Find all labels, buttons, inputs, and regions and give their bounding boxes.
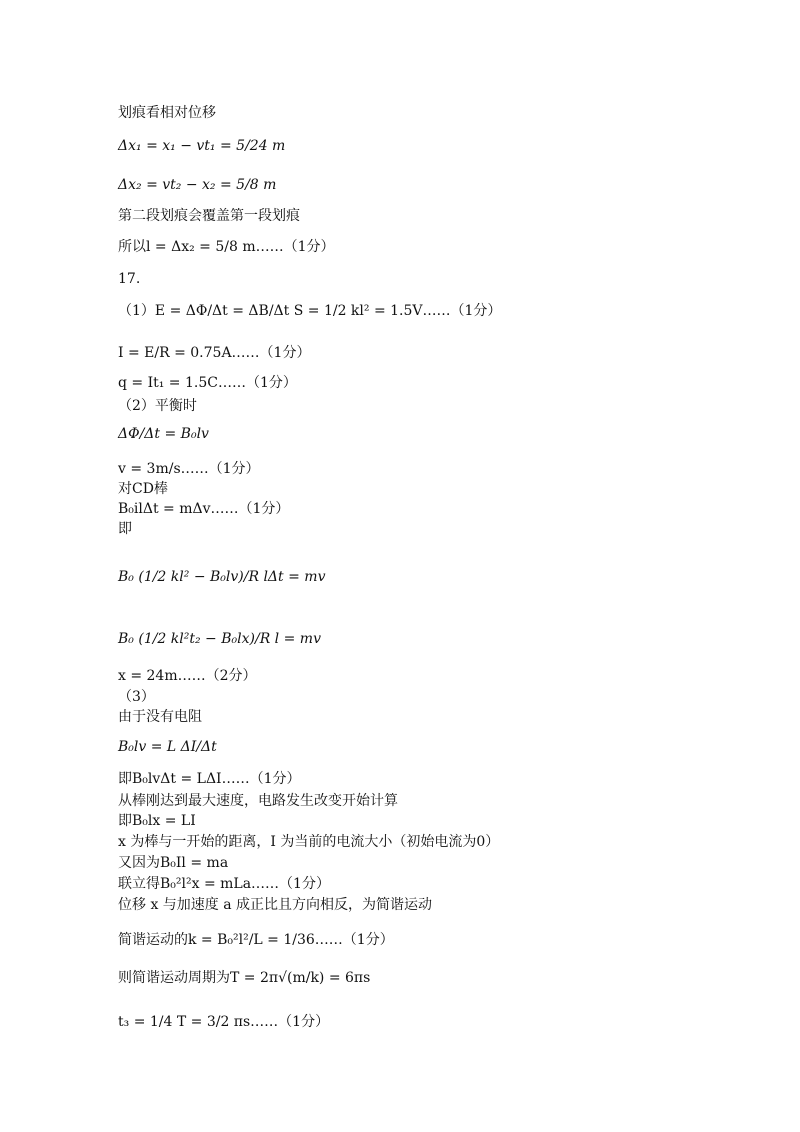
line-text: （2）平衡时 [118, 398, 197, 414]
line-text: t₃ = 1/4 T = 3/2 πs……（1分） [118, 1014, 330, 1030]
equation-line [118, 344, 310, 362]
line-text: I = E/R = 0.75A……（1分） [118, 345, 311, 361]
line-text: ΔΦ/Δt = B₀lv [118, 426, 209, 442]
equation-line [118, 667, 257, 685]
line-text: 对CD棒 [118, 481, 168, 497]
line-text: 位移 x 与加速度 a 成正比且方向相反，为简谐运动 [118, 897, 433, 913]
line-text: 由于没有电阻 [118, 709, 202, 725]
line-text: 即B₀lvΔt = LΔI……（1分） [118, 771, 301, 787]
text-line [118, 397, 197, 415]
line-text: B₀ (1/2 kl² − B₀lv)/R lΔt = mv [118, 569, 326, 585]
equation-line [118, 137, 285, 155]
text-line [118, 688, 155, 706]
line-text: 从棒刚达到最大速度，电路发生改变开始计算 [118, 793, 398, 809]
line-text: Δx₁ = x₁ − vt₁ = 5/24 m [118, 138, 286, 154]
line-text: 划痕看相对位移 [118, 105, 216, 121]
equation-line [118, 500, 289, 518]
equation-line [118, 931, 394, 949]
line-text: （3） [118, 689, 155, 705]
line-text: B₀ilΔt = mΔv……（1分） [118, 501, 290, 517]
text-line [118, 792, 398, 810]
line-text: 17. [118, 271, 141, 287]
line-text: 第二段划痕会覆盖第一段划痕 [118, 208, 300, 224]
text-line [118, 104, 216, 122]
equation-line [118, 1013, 329, 1031]
equation-line [118, 374, 297, 392]
question-number [118, 270, 140, 288]
equation-line [118, 630, 321, 648]
text-line [118, 207, 300, 225]
equation-line [118, 425, 209, 443]
equation-line [118, 738, 217, 756]
line-text: B₀ (1/2 kl²t₂ − B₀lx)/R l = mv [118, 631, 321, 647]
line-text: 联立得B₀²l²x = mLa……（1分） [118, 876, 330, 892]
line-text: v = 3m/s……（1分） [118, 461, 260, 477]
line-text: q = It₁ = 1.5C……（1分） [118, 375, 297, 391]
line-text: 则简谐运动周期为T = 2π√(m/k) = 6πs [118, 970, 371, 986]
equation-line [118, 812, 196, 830]
line-text: 又因为B₀Il = ma [118, 855, 229, 871]
equation-line [118, 302, 501, 320]
line-text: B₀lv = L ΔI/Δt [118, 739, 217, 755]
equation-line [118, 854, 228, 872]
line-text: 所以l = Δx₂ = 5/8 m……（1分） [118, 239, 335, 255]
text-line [118, 238, 335, 256]
equation-line [118, 176, 276, 194]
equation-line [118, 460, 260, 478]
text-line [118, 480, 168, 498]
text-line [118, 520, 132, 538]
line-text: 简谐运动的k = B₀²l²/L = 1/36……（1分） [118, 932, 394, 948]
line-text: （1）E = ΔΦ/Δt = ΔB/Δt S = 1/2 kl² = 1.5V……（1分） [118, 303, 502, 319]
equation-line [118, 568, 325, 586]
line-text: x 为棒与一开始的距离，I 为当前的电流大小（初始电流为0） [118, 834, 500, 850]
equation-line [118, 969, 370, 987]
line-text: 即 [118, 521, 132, 537]
text-line [118, 833, 499, 851]
equation-line [118, 875, 330, 893]
line-text: x = 24m……（2分） [118, 668, 257, 684]
text-line [118, 708, 202, 726]
line-text: 即B₀lx = LI [118, 813, 196, 829]
line-text: Δx₂ = vt₂ − x₂ = 5/8 m [118, 177, 277, 193]
equation-line [118, 770, 301, 788]
text-line [118, 896, 432, 914]
